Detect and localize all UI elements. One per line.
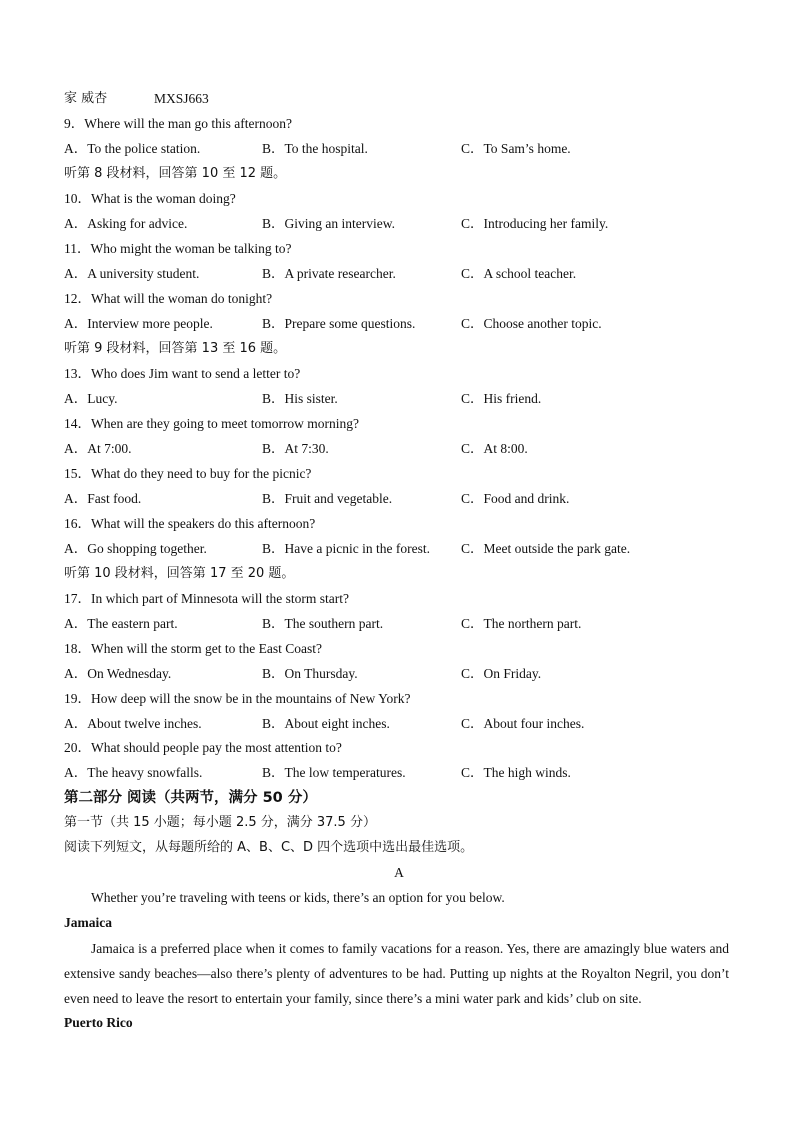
option-b: B．On Thursday. — [262, 666, 358, 681]
option-b: B．Prepare some questions. — [262, 316, 416, 331]
question-14: 14．When are they going to meet tomorrow morning? — [64, 416, 360, 431]
option-a: A．Fast food. — [64, 491, 142, 506]
question-10: 10．What is the woman doing? — [64, 191, 236, 206]
section-one-title: 第一节（共 15 小题；每小题 2.5 分，满分 37.5 分） — [64, 815, 376, 830]
options-14 — [64, 437, 734, 461]
option-a: A．At 7:00. — [64, 441, 132, 456]
option-c: C．Introducing her family. — [461, 216, 609, 231]
question-12: 12．What will the woman do tonight? — [64, 291, 273, 306]
option-b: B．To the hospital. — [262, 141, 368, 156]
option-c: C．Food and drink. — [461, 491, 570, 506]
heading-jamaica: Jamaica — [64, 915, 112, 930]
options-12 — [64, 312, 734, 336]
option-b: B．About eight inches. — [262, 716, 390, 731]
option-c: C．His friend. — [461, 391, 542, 406]
question-19: 19．How deep will the snow be in the mountains of New York? — [64, 691, 411, 706]
section-note-9: 听第 9 段材料，回答第 13 至 16 题。 — [64, 341, 287, 356]
part-two-title: 第二部分 阅读（共两节，满分 50 分） — [64, 790, 317, 806]
reading-instruction: 阅读下列短文，从每题所给的 A、B、C、D 四个选项中选出最佳选项。 — [64, 840, 474, 855]
option-c: C．Meet outside the park gate. — [461, 541, 631, 556]
question-20: 20．What should people pay the most attention to? — [64, 740, 342, 755]
page-header — [64, 87, 734, 111]
options-11 — [64, 262, 734, 286]
options-19 — [64, 712, 734, 736]
option-c: C．Choose another topic. — [461, 316, 602, 331]
options-10 — [64, 212, 734, 236]
option-a: A．Asking for advice. — [64, 216, 188, 231]
heading-puerto-rico: Puerto Rico — [64, 1015, 133, 1030]
option-b: B．Have a picnic in the forest. — [262, 541, 430, 556]
paragraph-jamaica: Jamaica is a preferred place when it comes to family vacations for a reason. Yes, there are amazingly blue waters and extensive sandy beaches—also there’s plenty of adventures to be had. Putting up nights at the Royalton Negril, you don’t even need to leave the resort to entertain your family, since there’s a mini water park and kids’ club on site. — [64, 941, 729, 1006]
option-c: C．On Friday. — [461, 666, 542, 681]
option-b: B．The southern part. — [262, 616, 384, 631]
options-18 — [64, 662, 734, 686]
options-16 — [64, 537, 734, 561]
option-c: C．At 8:00. — [461, 441, 528, 456]
passage-intro: Whether you’re traveling with teens or kids, there’s an option for you below. — [91, 890, 505, 905]
option-c: C．To Sam’s home. — [461, 141, 571, 156]
option-c: C．The northern part. — [461, 616, 582, 631]
option-b: B．Fruit and vegetable. — [262, 491, 393, 506]
options-20 — [64, 761, 734, 785]
option-b: B．Giving an interview. — [262, 216, 395, 231]
options-17 — [64, 612, 734, 636]
question-17: 17．In which part of Minnesota will the storm start? — [64, 591, 349, 606]
question-9: 9．Where will the man go this afternoon? — [64, 116, 292, 131]
option-b: B．The low temperatures. — [262, 765, 406, 780]
option-a: A．On Wednesday. — [64, 666, 172, 681]
option-a: A．The eastern part. — [64, 616, 178, 631]
option-a: A．Go shopping together. — [64, 541, 207, 556]
option-c: C．A school teacher. — [461, 266, 577, 281]
option-a: A．Interview more people. — [64, 316, 213, 331]
option-a: A．The heavy snowfalls. — [64, 765, 203, 780]
question-16: 16．What will the speakers do this afternoon? — [64, 516, 316, 531]
question-11: 11．Who might the woman be talking to? — [64, 241, 292, 256]
option-b: B．At 7:30. — [262, 441, 329, 456]
option-b: B．His sister. — [262, 391, 338, 406]
section-note-8: 听第 8 段材料，回答第 10 至 12 题。 — [64, 166, 287, 181]
option-c: C．About four inches. — [461, 716, 585, 731]
passage-label: A — [394, 865, 404, 880]
header-label: 家 威杏 — [64, 91, 108, 106]
option-b: B．A private researcher. — [262, 266, 396, 281]
option-a: A．To the police station. — [64, 141, 201, 156]
option-a: A．Lucy. — [64, 391, 118, 406]
options-13 — [64, 387, 734, 411]
options-15 — [64, 487, 734, 511]
section-note-10: 听第 10 段材料，回答第 17 至 20 题。 — [64, 566, 295, 581]
option-a: A．About twelve inches. — [64, 716, 202, 731]
question-13: 13．Who does Jim want to send a letter to? — [64, 366, 301, 381]
question-15: 15．What do they need to buy for the picnic? — [64, 466, 312, 481]
question-18: 18．When will the storm get to the East Coast? — [64, 641, 322, 656]
header-code: MXSJ663 — [154, 91, 209, 106]
option-a: A．A university student. — [64, 266, 200, 281]
option-c: C．The high winds. — [461, 765, 571, 780]
options-9 — [64, 137, 734, 161]
